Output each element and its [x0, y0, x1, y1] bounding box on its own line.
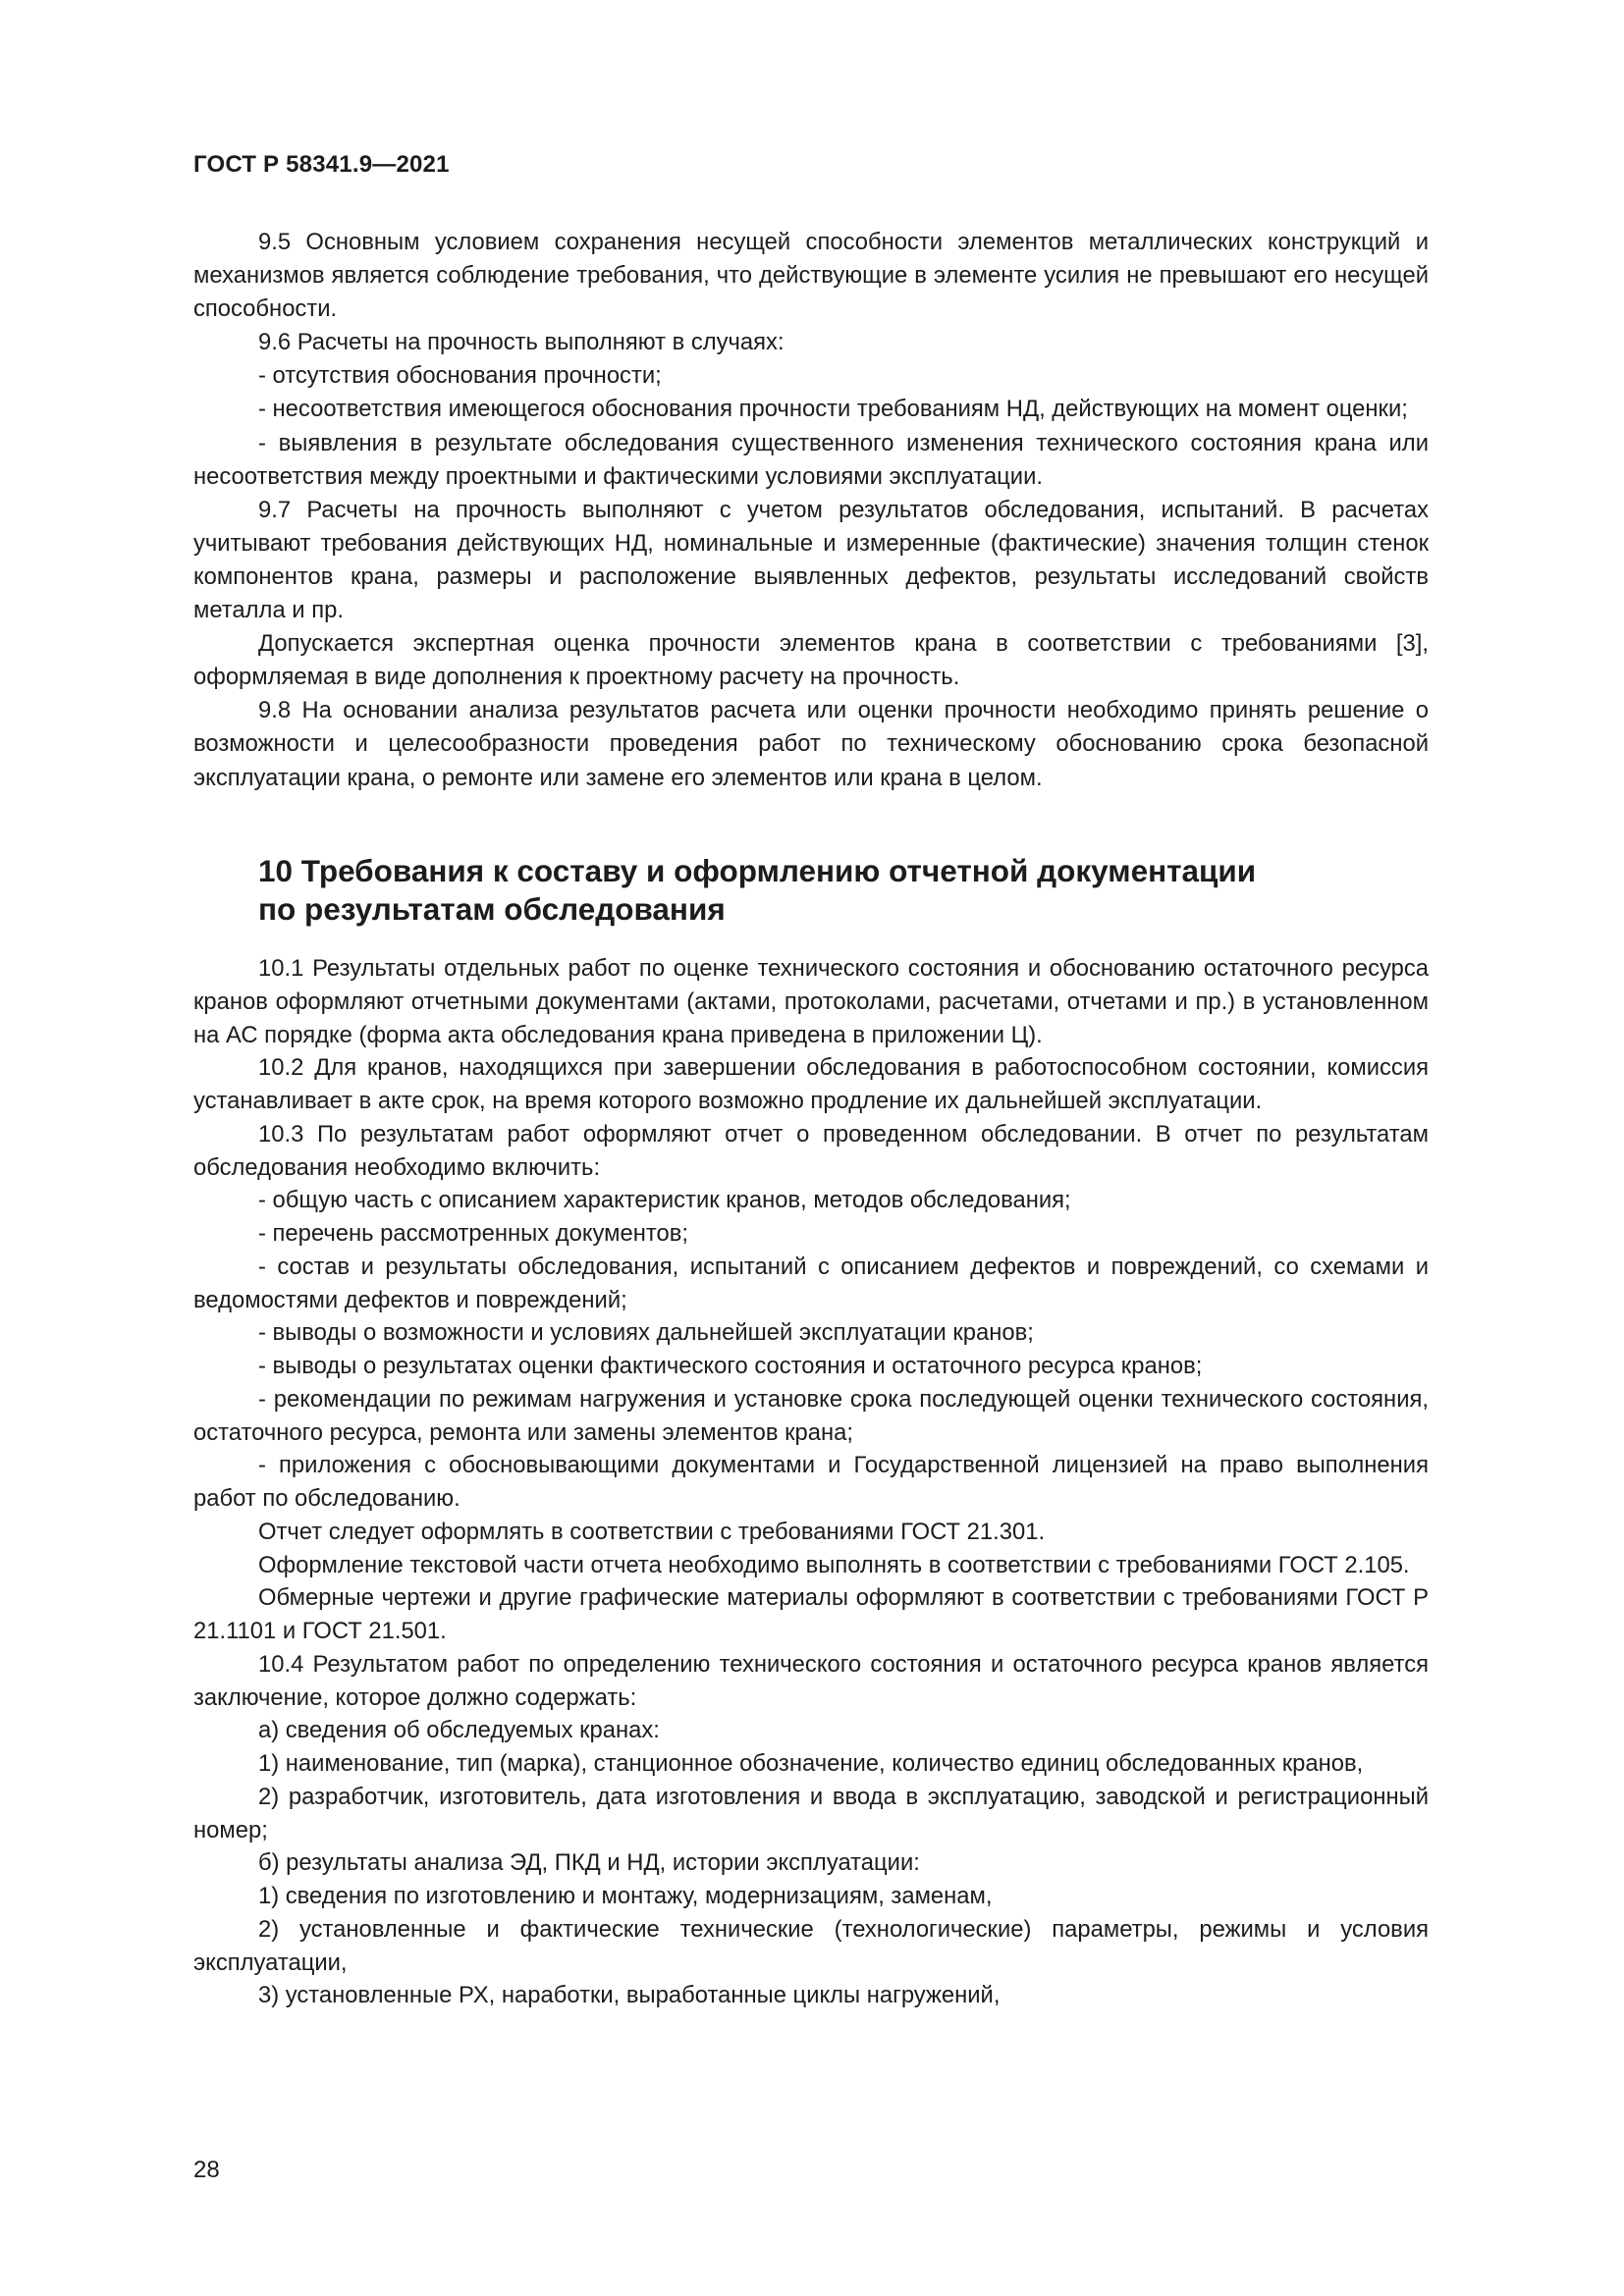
list-item: а) сведения об обследуемых кранах:	[258, 1717, 660, 1744]
paragraph-10-2: 10.2 Для кранов, находящихся при завершении обследования в работоспособном состоянии, комиссия устанавливает в акте срок, на время которого возможно продление их дальнейшей эксплуатации.	[193, 1054, 1429, 1114]
list-item: - приложения с обосновывающими документами и Государственной лицензией на право выполнения работ по обследованию.	[193, 1452, 1429, 1512]
section-title-line: 10 Требования к составу и оформлению отчетной документации	[258, 853, 1257, 888]
section-10-title	[258, 852, 1387, 929]
page-number: 28	[193, 2157, 220, 2183]
section-10-body	[193, 952, 1429, 2012]
paragraph: Обмерные чертежи и другие графические материалы оформляют в соответствии с требованиями ГОСТ Р 21.1101 и ГОСТ 21.501.	[193, 1584, 1429, 1644]
section-title-line: по результатам обследования	[258, 891, 726, 927]
paragraph-9-7: 9.7 Расчеты на прочность выполняют с учетом результатов обследования, испытаний. В расчетах учитывают требования действующих НД, номинальные и измеренные (фактические) значения толщин стенок компонентов крана, размеры и расположение выявленных дефектов, результаты исследований свойств металла и пр.	[193, 496, 1429, 624]
paragraph-9-5: 9.5 Основным условием сохранения несущей способности элементов металлических конструкций и механизмов является соблюдение требования, что действующие в элементе усилия не превышают его несущей способности.	[193, 229, 1429, 323]
paragraph: Оформление текстовой части отчета необходимо выполнять в соответствии с требованиями ГОСТ 2.105.	[258, 1551, 1410, 1578]
list-item: - общую часть с описанием характеристик кранов, методов обследования;	[258, 1187, 1071, 1214]
paragraph-9-6: 9.6 Расчеты на прочность выполняют в случаях:	[258, 329, 785, 356]
list-item: 2) разработчик, изготовитель, дата изготовления и ввода в эксплуатацию, заводской и регистрационный номер;	[193, 1783, 1429, 1843]
list-item: 1) сведения по изготовлению и монтажу, модернизациям, заменам,	[258, 1883, 993, 1909]
paragraph: Отчет следует оформлять в соответствии с требованиями ГОСТ 21.301.	[258, 1518, 1046, 1545]
list-item: - выводы о возможности и условиях дальнейшей эксплуатации кранов;	[258, 1319, 1034, 1347]
list-item: 3) установленные РХ, наработки, выработанные циклы нагружений,	[258, 1982, 1001, 2009]
list-item: - несоответствия имеющегося обоснования прочности требованиям НД, действующих на момент оценки;	[258, 396, 1408, 423]
section-9-body	[193, 226, 1429, 795]
paragraph-10-3: 10.3 По результатам работ оформляют отчет о проведенном обследовании. В отчет по результатам обследования необходимо включить:	[193, 1120, 1429, 1181]
list-item: - выводы о результатах оценки фактического состояния и остаточного ресурса кранов;	[258, 1353, 1203, 1379]
list-item: 1) наименование, тип (марка), станционное обозначение, количество единиц обследованных кранов,	[258, 1750, 1364, 1777]
paragraph-10-4: 10.4 Результатом работ по определению технического состояния и остаточного ресурса кранов является заключение, которое должно содержать:	[193, 1650, 1429, 1711]
list-item: - рекомендации по режимам нагружения и установке срока последующей оценки технического состояния, остаточного ресурса, ремонта или замены элементов крана;	[193, 1385, 1429, 1446]
list-item: - выявления в результате обследования существенного изменения технического состояния крана или несоответствия между проектными и фактическими условиями эксплуатации.	[193, 429, 1429, 490]
list-item: 2) установленные и фактические технические (технологические) параметры, режимы и условия эксплуатации,	[193, 1915, 1429, 1976]
paragraph: Допускается экспертная оценка прочности элементов крана в соответствии с требованиями [3], оформляемая в виде дополнения к проектному расчету на прочность.	[193, 630, 1429, 691]
list-item: б) результаты анализа ЭД, ПКД и НД, истории эксплуатации:	[258, 1849, 920, 1877]
document-header: ГОСТ Р 58341.9—2021	[193, 151, 450, 178]
list-item: - перечень рассмотренных документов;	[258, 1220, 689, 1247]
paragraph-10-1: 10.1 Результаты отдельных работ по оценке технического состояния и обоснованию остаточного ресурса кранов оформляют отчетными документами (актами, протоколами, расчетами, отчетами и пр.) в установленном на АС порядке (форма акта обследования крана приведена в приложении Ц).	[193, 955, 1429, 1048]
list-item: - отсутствия обоснования прочности;	[258, 362, 662, 390]
list-item: - состав и результаты обследования, испытаний с описанием дефектов и повреждений, со схемами и ведомостями дефектов и повреждений;	[193, 1253, 1429, 1313]
paragraph-9-8: 9.8 На основании анализа результатов расчета или оценки прочности необходимо принять решение о возможности и целесообразности проведения работ по техническому обоснованию срока безопасной эксплуатации крана, о ремонте или замене его элементов или крана в целом.	[193, 697, 1429, 791]
